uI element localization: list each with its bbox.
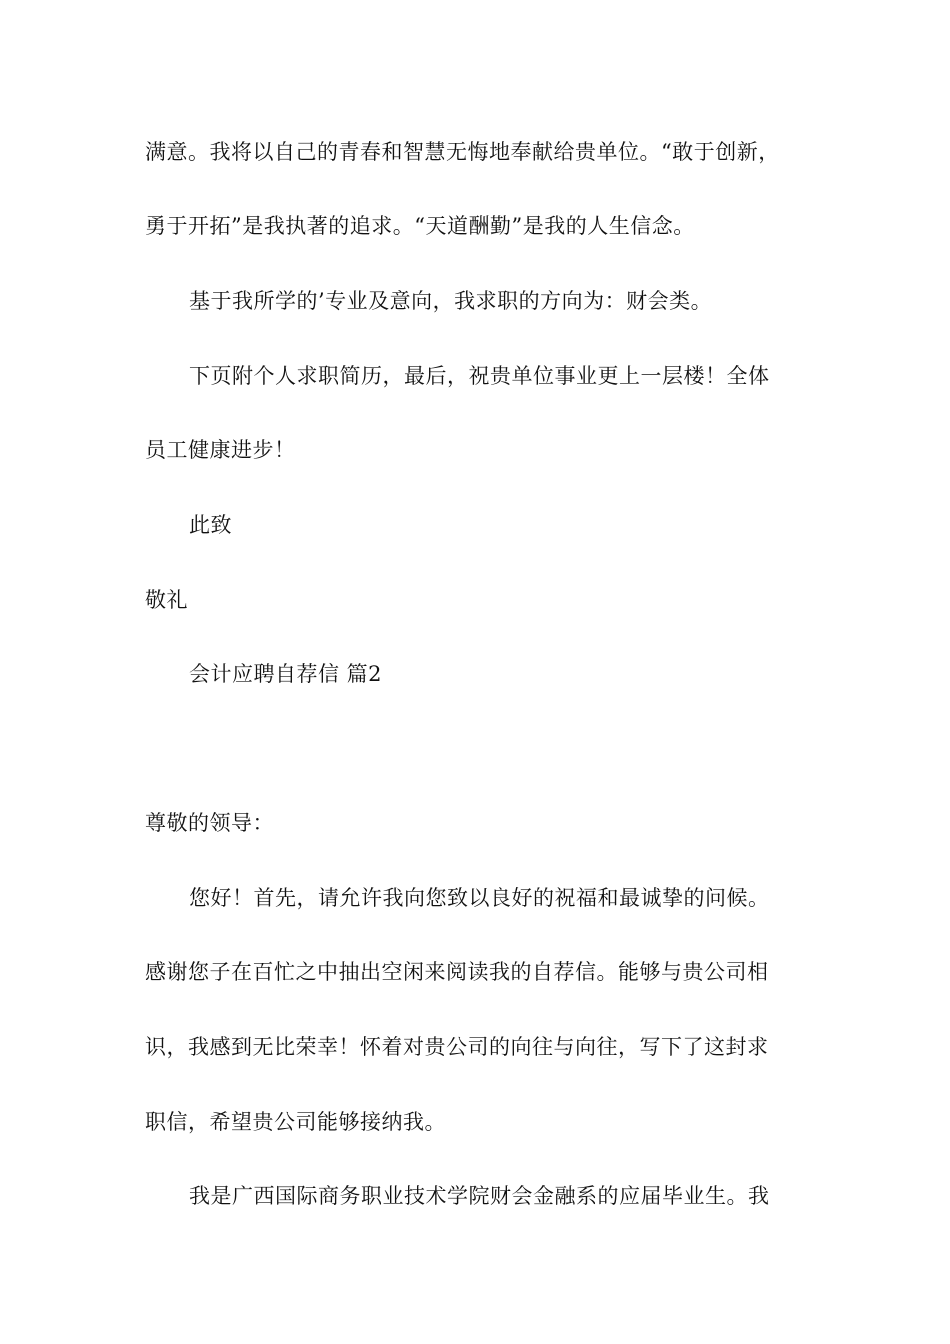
text-line: 勇于开拓”是我执著的追求。“天道酬勤”是我的人生信念。 — [145, 214, 695, 238]
text-line: 满意。我将以自己的青春和智慧无悔地奉献给贵单位。“敢于创新， — [145, 140, 780, 164]
text-line: 基于我所学的’专业及意向，我求职的方向为：财会类。 — [189, 289, 713, 313]
section-heading: 会计应聘自荐信 篇2 — [189, 662, 383, 686]
text-line: 您好！首先，请允许我向您致以良好的祝福和最诚挚的问候。 — [189, 886, 770, 910]
text-line: 员工健康进步！ — [145, 438, 296, 462]
text-line: 感谢您子在百忙之中抽出空闲来阅读我的自荐信。能够与贵公司相 — [145, 960, 769, 984]
greeting: 尊敬的领导： — [145, 811, 274, 835]
text-line: 职信，希望贵公司能够接纳我。 — [145, 1110, 446, 1134]
text-line: 下页附个人求职简历，最后，祝贵单位事业更上一层楼！全体 — [189, 364, 770, 388]
text-line: 识，我感到无比荣幸！怀着对贵公司的向往与向往，写下了这封求 — [145, 1035, 769, 1059]
closing-salutation: 此致 — [189, 513, 232, 537]
closing-regards: 敬礼 — [145, 588, 188, 612]
text-line: 我是广西国际商务职业技术学院财会金融系的应届毕业生。我 — [189, 1184, 770, 1208]
